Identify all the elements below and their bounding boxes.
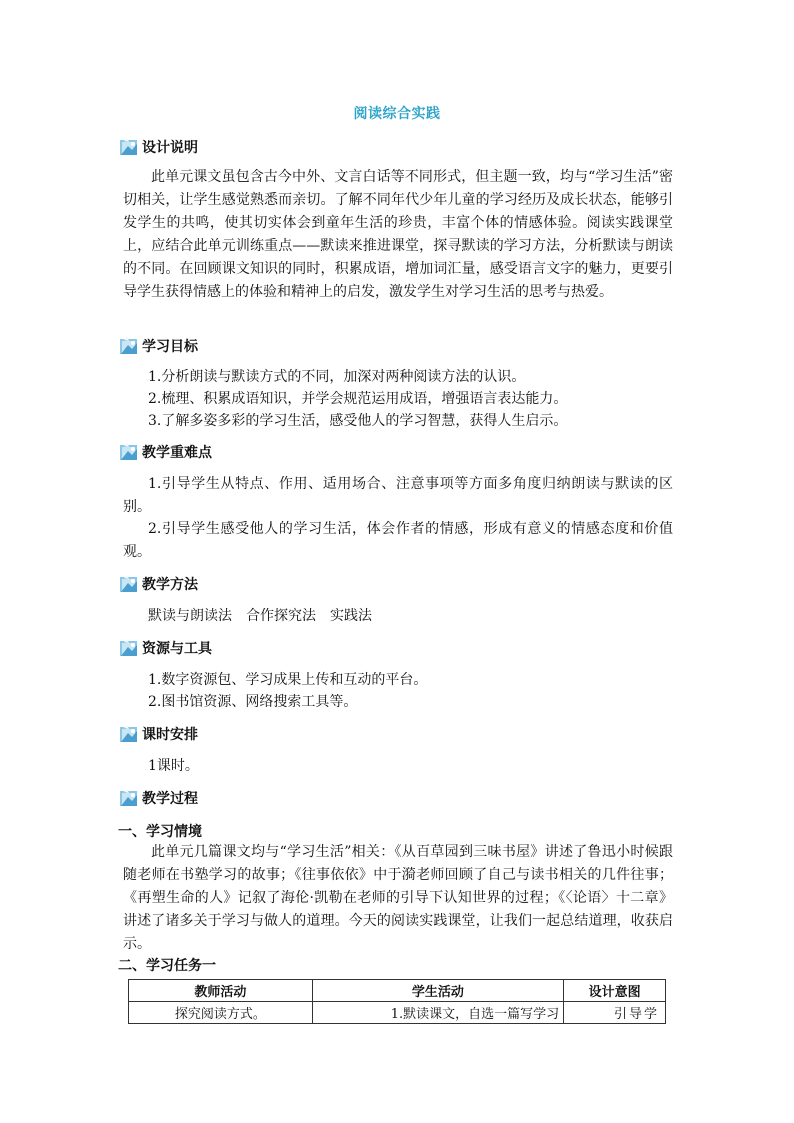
keypoint-item: 2.引导学生感受他人的学习生活，体会作者的情感，形成有意义的情感态度和价值观。 [123,521,673,560]
table-header-row [129,980,666,1002]
methods-text: 默读与朗读法 合作探究法 实践法 [148,608,372,624]
section-image-icon [118,137,140,157]
goal-item: 2.梳理、积累成语知识，并学会规范运用成语，增强语言表达能力。 [148,391,568,407]
part2-title: 二、学习任务一 [118,958,216,974]
part1-paragraph: 此单元几篇课文均与“学习生活”相关：《从百草园到三味书屋》讲述了鲁迅小时候跟随老师在书塾学习的故事；《往事依依》中于漪老师回顾了自己与读书相关的几件往事；《再塑生命的人》记叙了海伦·凯勒在老师的引导下认知世界的过程；《〈论语〉十二章》讲述了诸多关于学习与做人的道理。今天的阅读实践课堂，让我们一起总结道理，收获启示。 [123,844,673,952]
section-heading-hours: 课时安排 [118,724,198,744]
section-image-icon [118,336,140,356]
page-title: 阅读综合实践 [353,106,441,122]
hours-text: 1课时。 [148,758,199,774]
section-image-icon [118,574,140,594]
section-image-icon [118,442,140,462]
section-heading-design: 设计说明 [118,137,198,157]
task-table [128,979,666,1024]
section-image-icon [118,638,140,658]
section-image-icon [118,788,140,808]
section-heading-keypoints: 教学重难点 [118,442,212,462]
goal-item: 3.了解多姿多彩的学习生活，感受他人的学习智慧，获得人生启示。 [148,413,568,429]
resource-item: 2.图书馆资源、网络搜索工具等。 [148,694,358,710]
section-image-icon [118,724,140,744]
section-heading-methods: 教学方法 [118,574,198,594]
table-cell: 探究阅读方式。 [129,1002,313,1024]
section-heading-resources: 资源与工具 [118,638,212,658]
table-cell: 引导学 [564,1002,666,1024]
section-heading-goals: 学习目标 [118,336,198,356]
goal-item: 1.分析朗读与默读方式的不同，加深对两种阅读方法的认识。 [148,369,526,385]
table-header: 设计意图 [564,980,666,1002]
resource-item: 1.数字资源包、学习成果上传和互动的平台。 [148,672,428,688]
section-heading-process: 教学过程 [118,788,198,808]
keypoint-item: 1.引导学生从特点、作用、适用场合、注意事项等方面多角度归纳朗读与默读的区别。 [123,476,673,515]
table-cell: 1.默读课文，自选一篇写学习 [312,1002,564,1024]
design-paragraph: 此单元课文虽包含古今中外、文言白话等不同形式，但主题一致，均与“学习生活”密切相关，让学生感觉熟悉而亲切。了解不同年代少年儿童的学习经历及成长状态，能够引发学生的共鸣，使其切实体会到童年生活的珍贵，丰富个体的情感体验。阅读实践课堂上，应结合此单元训练重点——默读来推进课堂，探寻默读的学习方法，分析默读与朗读的不同。在回顾课文知识的同时，积累成语，增加词汇量，感受语言文字的魅力，更要引导学生获得情感上的体验和精神上的启发，激发学生对学习生活的思考与热爱。 [123,169,673,300]
part1-title: 一、学习情境 [118,824,202,840]
table-row [129,1002,666,1024]
table-header: 教师活动 [129,980,313,1002]
table-header: 学生活动 [312,980,564,1002]
